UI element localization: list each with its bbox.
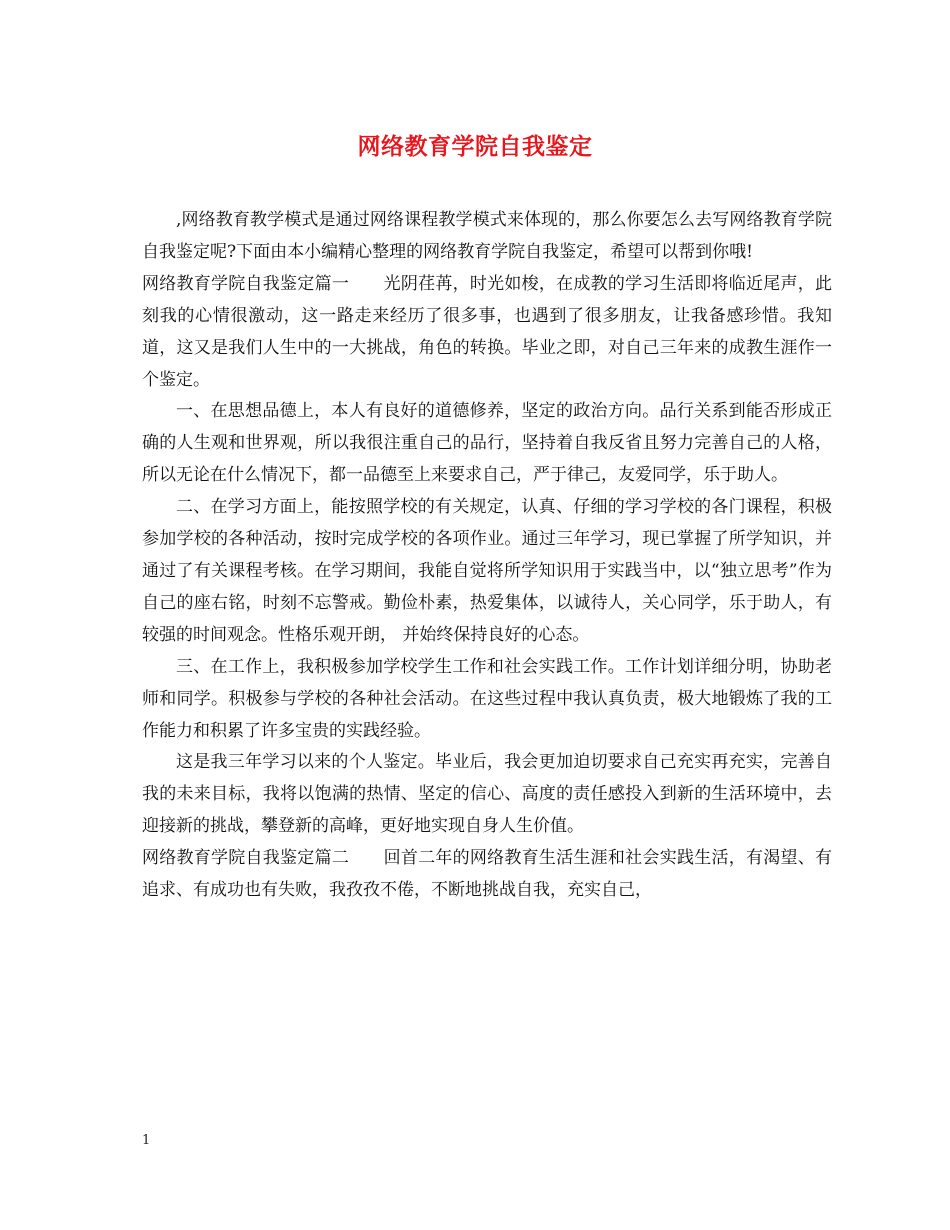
section-one-heading-paragraph: 网络教育学院自我鉴定篇一 光阴荏苒，时光如梭，在成教的学习生活即将临近尾声，此刻我的心情很激动，这一路走来经历了很多事，也遇到了很多朋友，让我备感珍惜。我知道，这又是我们人生中的一大挑战，角色的转换。毕业之即，对自己三年来的成教生涯作一个鉴定。 [142, 273, 832, 390]
study-paragraph: 二、在学习方面上，能按照学校的有关规定，认真、仔细的学习学校的各门课程，积极参加学校的各种活动，按时完成学校的各项作业。通过三年学习，现已掌握了所学知识，并通过了有关课程考核。在学习期间，我能自觉将所学知识用于实践当中，以“独立思考”作为自己的座右铭，时刻不忘警戒。勤俭朴素，热爱集体，以诚待人，关心同学，乐于助人，有较强的时间观念。性格乐观开朗， 并始终保持良好的心态。 [142, 497, 832, 645]
work-paragraph: 三、在工作上，我积极参加学校学生工作和社会实践工作。工作计划详细分明，协助老师和同学。积极参与学校的各种社会活动。在这些过程中我认真负责，极大地锻炼了我的工作能力和积累了许多宝贵的实践经验。 [142, 656, 832, 741]
intro-paragraph: ,网络教育教学模式是通过网络课程教学模式来体现的，那么你要怎么去写网络教育学院自我鉴定呢?下面由本小编精心整理的网络教育学院自我鉴定，希望可以帮到你哦! [142, 210, 832, 262]
moral-paragraph: 一、在思想品德上，本人有良好的道德修养，坚定的政治方向。品行关系到能否形成正确的人生观和世界观，所以我很注重自己的品行，坚持着自我反省且努力完善自己的人格，所以无论在什么情况下，都一品德至上来要求自己，严于律己，友爱同学，乐于助人。 [142, 401, 832, 486]
page-number: 1 [142, 1133, 151, 1148]
section-two-heading-paragraph: 网络教育学院自我鉴定篇二 回首二年的网络教育生活生涯和社会实践生活，有渴望、有追求、有成功也有失败，我孜孜不倦，不断地挑战自我，充实自己， [142, 848, 832, 901]
document-body [142, 205, 832, 907]
document-title: 网络教育学院自我鉴定 [357, 133, 593, 160]
summary-paragraph: 这是我三年学习以来的个人鉴定。毕业后，我会更加迫切要求自己充实再充实，完善自我的未来目标，我将以饱满的热情、坚定的信心、高度的责任感投入到新的生活环境中，去迎接新的挑战，攀登新的高峰，更好地实现自身人生价值。 [142, 752, 832, 837]
